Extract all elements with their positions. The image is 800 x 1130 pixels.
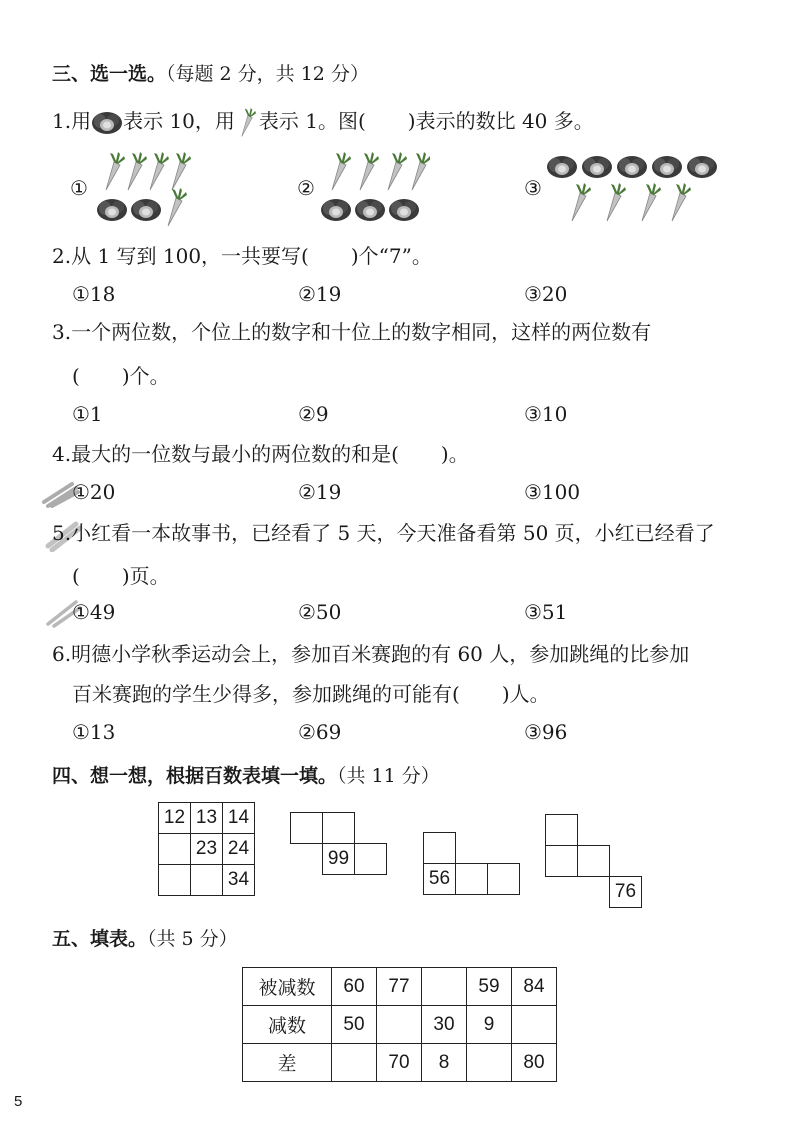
q2-option-2[interactable]: ②19 xyxy=(298,282,342,306)
grid-cell-blank[interactable] xyxy=(546,815,578,846)
question-3-line-2 xyxy=(72,362,170,390)
row-label: 被减数 xyxy=(243,968,332,1006)
question-5-line-2 xyxy=(72,562,170,590)
carrot-icon xyxy=(235,108,259,138)
grid-gap xyxy=(488,833,520,864)
grid-cell-blank[interactable] xyxy=(191,865,223,896)
grid-gap xyxy=(546,877,578,908)
section5-note: （共 5 分） xyxy=(147,928,238,950)
grid-gap xyxy=(456,833,488,864)
table-cell: 60 xyxy=(332,968,377,1006)
q1-option-2-picture xyxy=(320,150,430,230)
q1-option-2-marker[interactable]: ② xyxy=(297,176,315,200)
table-cell: 30 xyxy=(422,1006,467,1044)
q2-option-3[interactable]: ③20 xyxy=(524,282,568,306)
q5-option-3[interactable]: ③51 xyxy=(524,600,568,624)
q2-text-a: 2.从 1 写到 100，一共要写( xyxy=(52,244,309,268)
q1-option-1-picture xyxy=(96,150,201,230)
grid-cell-blank[interactable] xyxy=(159,865,191,896)
table-cell: 8 xyxy=(422,1044,467,1082)
section4-note: （共 11 分） xyxy=(337,765,440,787)
q6-line2-a: 百米赛跑的学生少得多，参加跳绳的可能有( xyxy=(72,682,460,706)
grid-cell: 23 xyxy=(191,834,223,865)
section5-heading xyxy=(52,925,238,953)
q4-text-a: 4.最大的一位数与最小的两位数的和是( xyxy=(52,442,399,466)
grid-cell: 14 xyxy=(223,803,255,834)
q6-option-3[interactable]: ③96 xyxy=(524,720,568,744)
grid-gap xyxy=(578,877,610,908)
grid-cell-blank[interactable] xyxy=(323,813,355,844)
table-cell: 9 xyxy=(467,1006,512,1044)
grid-cell-blank[interactable] xyxy=(291,813,323,844)
q1-suffix: 表示 1。图( xyxy=(258,109,366,133)
section4-heading xyxy=(52,762,440,790)
question-4 xyxy=(52,440,469,468)
question-6-line-2 xyxy=(72,680,550,708)
table-cell: 70 xyxy=(377,1044,422,1082)
table-cell-blank[interactable] xyxy=(377,1006,422,1044)
grid-cell: 12 xyxy=(159,803,191,834)
grid-gap xyxy=(610,815,642,846)
grid-cell-blank[interactable] xyxy=(546,846,578,877)
q5-line2-a: ( xyxy=(72,564,80,588)
question-6-line-1: 6.明德小学秋季运动会上，参加百米赛跑的有 60 人，参加跳绳的比参加 xyxy=(52,642,690,666)
question-3-line-1: 3.一个两位数，个位上的数字和十位上的数字相同，这样的两位数有 xyxy=(52,320,652,344)
grid-gap xyxy=(355,813,387,844)
q4-option-3[interactable]: ③100 xyxy=(524,480,581,504)
q3-option-2[interactable]: ②9 xyxy=(298,402,329,426)
row-label: 差 xyxy=(243,1044,332,1082)
question-1 xyxy=(52,107,594,138)
grid-cell-blank[interactable] xyxy=(578,846,610,877)
grid-gap xyxy=(610,846,642,877)
q3-line2-a: ( xyxy=(72,364,80,388)
table-cell: 77 xyxy=(377,968,422,1006)
q6-option-1[interactable]: ①13 xyxy=(72,720,116,744)
cabbage-icon xyxy=(91,111,123,135)
hundred-chart-grid-1 xyxy=(158,802,255,896)
q1-mid: 表示 10，用 xyxy=(123,109,235,133)
question-2 xyxy=(52,242,432,270)
page-number: 5 xyxy=(14,1093,23,1110)
q3-option-3[interactable]: ③10 xyxy=(524,402,568,426)
q3-option-1[interactable]: ①1 xyxy=(72,402,103,426)
q2-option-1[interactable]: ①18 xyxy=(72,282,116,306)
hundred-chart-grid-4 xyxy=(545,814,642,908)
hundred-chart-grid-3 xyxy=(423,832,520,895)
table-cell-blank[interactable] xyxy=(422,968,467,1006)
table-cell-blank[interactable] xyxy=(467,1044,512,1082)
grid-cell-blank[interactable] xyxy=(424,833,456,864)
question-5-line-1: 5.小红看一本故事书，已经看了 5 天，今天准备看第 50 页，小红已经看了 xyxy=(52,521,715,545)
q1-end: )表示的数比 40 多。 xyxy=(407,109,594,133)
table-cell: 59 xyxy=(467,968,512,1006)
table-cell: 84 xyxy=(512,968,557,1006)
grid-gap xyxy=(578,815,610,846)
q1-option-1-marker[interactable]: ① xyxy=(70,176,88,200)
q5-option-2[interactable]: ②50 xyxy=(298,600,342,624)
grid-cell: 13 xyxy=(191,803,223,834)
grid-cell: 24 xyxy=(223,834,255,865)
q1-option-3-marker[interactable]: ③ xyxy=(524,176,542,200)
row-label: 减数 xyxy=(243,1006,332,1044)
section3-note: （每题 2 分，共 12 分） xyxy=(166,63,369,85)
grid-cell-blank[interactable] xyxy=(355,844,387,875)
section3-heading xyxy=(52,60,369,88)
section4-title: 四、想一想，根据百数表填一填。 xyxy=(52,765,338,787)
table-cell: 80 xyxy=(512,1044,557,1082)
hundred-chart-grid-2 xyxy=(290,812,387,875)
table-row xyxy=(243,1006,557,1044)
grid-cell: 56 xyxy=(424,864,456,895)
table-cell: 50 xyxy=(332,1006,377,1044)
q1-option-3-picture xyxy=(546,155,726,227)
q5-line2-b: )页。 xyxy=(121,564,170,588)
q6-option-2[interactable]: ②69 xyxy=(298,720,342,744)
grid-cell: 76 xyxy=(610,877,642,908)
q4-option-1[interactable]: ①20 xyxy=(72,480,116,504)
q4-text-b: )。 xyxy=(440,442,469,466)
q4-option-2[interactable]: ②19 xyxy=(298,480,342,504)
grid-cell-blank[interactable] xyxy=(488,864,520,895)
q3-line2-b: )个。 xyxy=(121,364,170,388)
section5-title: 五、填表。 xyxy=(52,928,148,950)
q5-option-1[interactable]: ①49 xyxy=(72,600,116,624)
q6-line2-b: )人。 xyxy=(501,682,550,706)
grid-gap xyxy=(291,844,323,875)
grid-cell-blank[interactable] xyxy=(456,864,488,895)
subtraction-table xyxy=(242,967,557,1082)
table-row xyxy=(243,968,557,1006)
grid-cell: 34 xyxy=(223,865,255,896)
grid-cell-blank[interactable] xyxy=(159,834,191,865)
grid-cell: 99 xyxy=(323,844,355,875)
table-cell-blank[interactable] xyxy=(332,1044,377,1082)
section3-title: 三、选一选。 xyxy=(52,63,167,85)
table-row xyxy=(243,1044,557,1082)
table-cell-blank[interactable] xyxy=(512,1006,557,1044)
q1-prefix: 1.用 xyxy=(52,109,92,133)
q2-text-b: )个“7”。 xyxy=(350,244,432,268)
